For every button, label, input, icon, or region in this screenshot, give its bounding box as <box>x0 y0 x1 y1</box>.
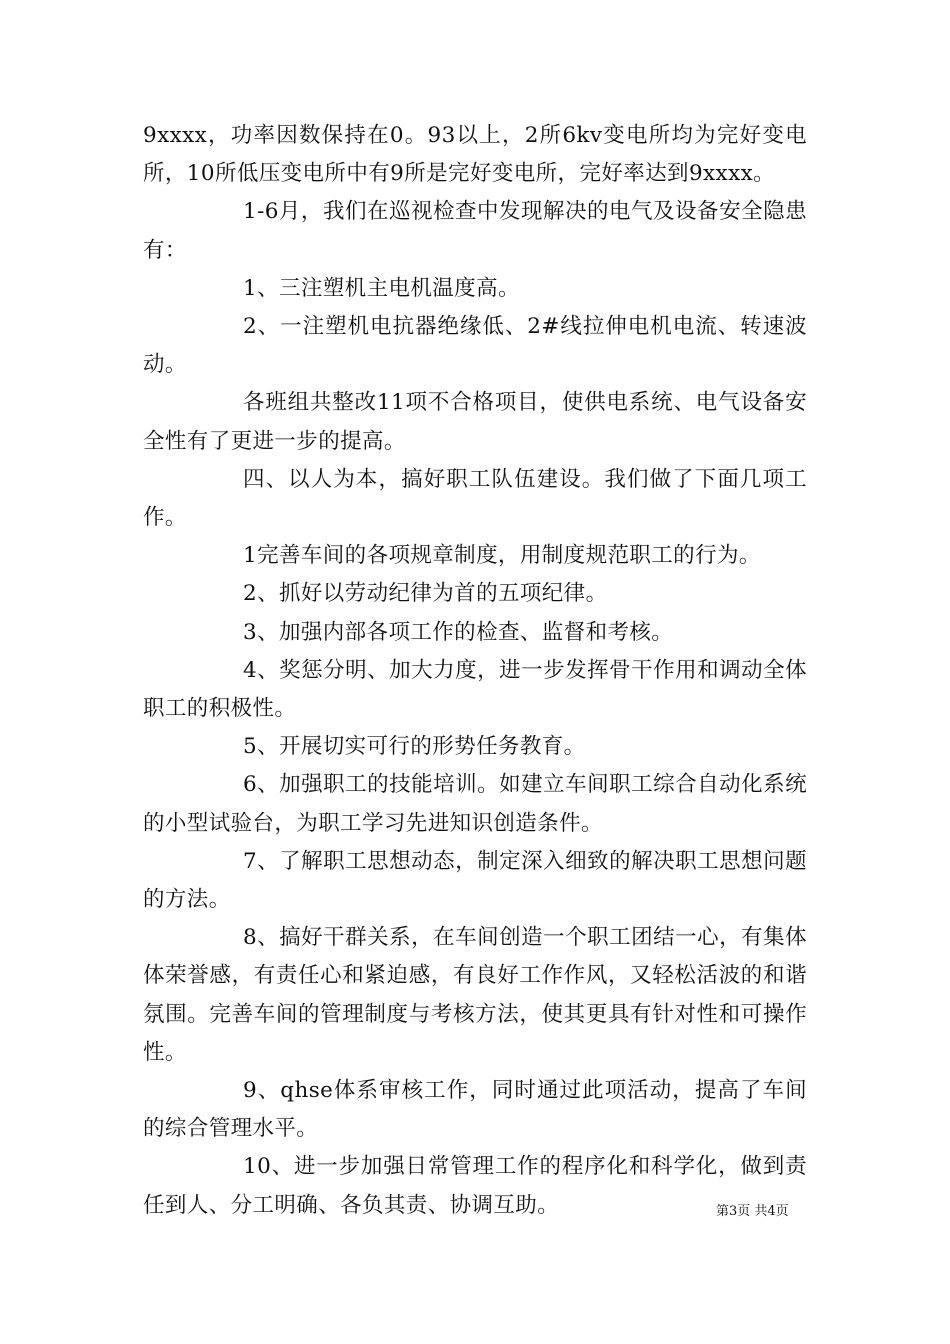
list-item-work-4: 4、奖惩分明、加大力度，进一步发挥骨干作用和调动全体职工的积极性。 <box>143 657 807 722</box>
list-item-work-5: 5、开展切实可行的形势任务教育。 <box>243 734 586 760</box>
list-item-hazard-1: 1、三注塑机主电机温度高。 <box>243 275 520 301</box>
paragraph-rectification: 各班组共整改11项不合格项目，使供电系统、电气设备安全性有了更进一步的提高。 <box>143 390 807 454</box>
list-item-work-6: 6、加强职工的技能培训。如建立车间职工综合自动化系统的小型试验台，为职工学习先进知识创造条件。 <box>143 772 807 836</box>
document-body <box>143 117 807 1225</box>
paragraph-inspection-intro: 1-6月，我们在巡视检查中发现解决的电气及设备安全隐患有： <box>143 199 807 263</box>
list-item-work-9: 9、qhse体系审核工作，同时通过此项活动，提高了车间的综合管理水平。 <box>143 1078 807 1142</box>
list-item-hazard-2: 2、一注塑机电抗器绝缘低、2#线拉伸电机电流、转速波动。 <box>143 314 807 378</box>
list-item-work-7: 7、了解职工思想动态，制定深入细致的解决职工思想问题的方法。 <box>143 848 807 913</box>
list-item-work-2: 2、抓好以劳动纪律为首的五项纪律。 <box>243 581 608 607</box>
list-item-work-3: 3、加强内部各项工作的检查、监督和考核。 <box>243 619 674 645</box>
page-number-footer: 第3页 共4页 <box>716 1204 789 1219</box>
list-item-work-1: 1完善车间的各项规章制度，用制度规范职工的行为。 <box>243 543 761 569</box>
list-item-work-10: 10、进一步加强日常管理工作的程序化和科学化，做到责任到人、分工明确、各负其责、协调互助。 <box>143 1154 807 1218</box>
section-heading-team-building: 四、以人为本，搞好职工队伍建设。我们做了下面几项工作。 <box>143 466 807 531</box>
list-item-work-8: 8、搞好干群关系，在车间创造一个职工团结一心，有集体体荣誉感，有责任心和紧迫感，有良好工作作风，又轻松活波的和谐氛围。完善车间的管理制度与考核方法，使其更具有针对性和可操作性。 <box>143 925 807 1065</box>
paragraph-continuation: 9xxxx，功率因数保持在0。93以上，2所6kv变电所均为完好变电所，10所低压变电所中有9所是完好变电所，完好率达到9xxxx。 <box>143 123 807 187</box>
